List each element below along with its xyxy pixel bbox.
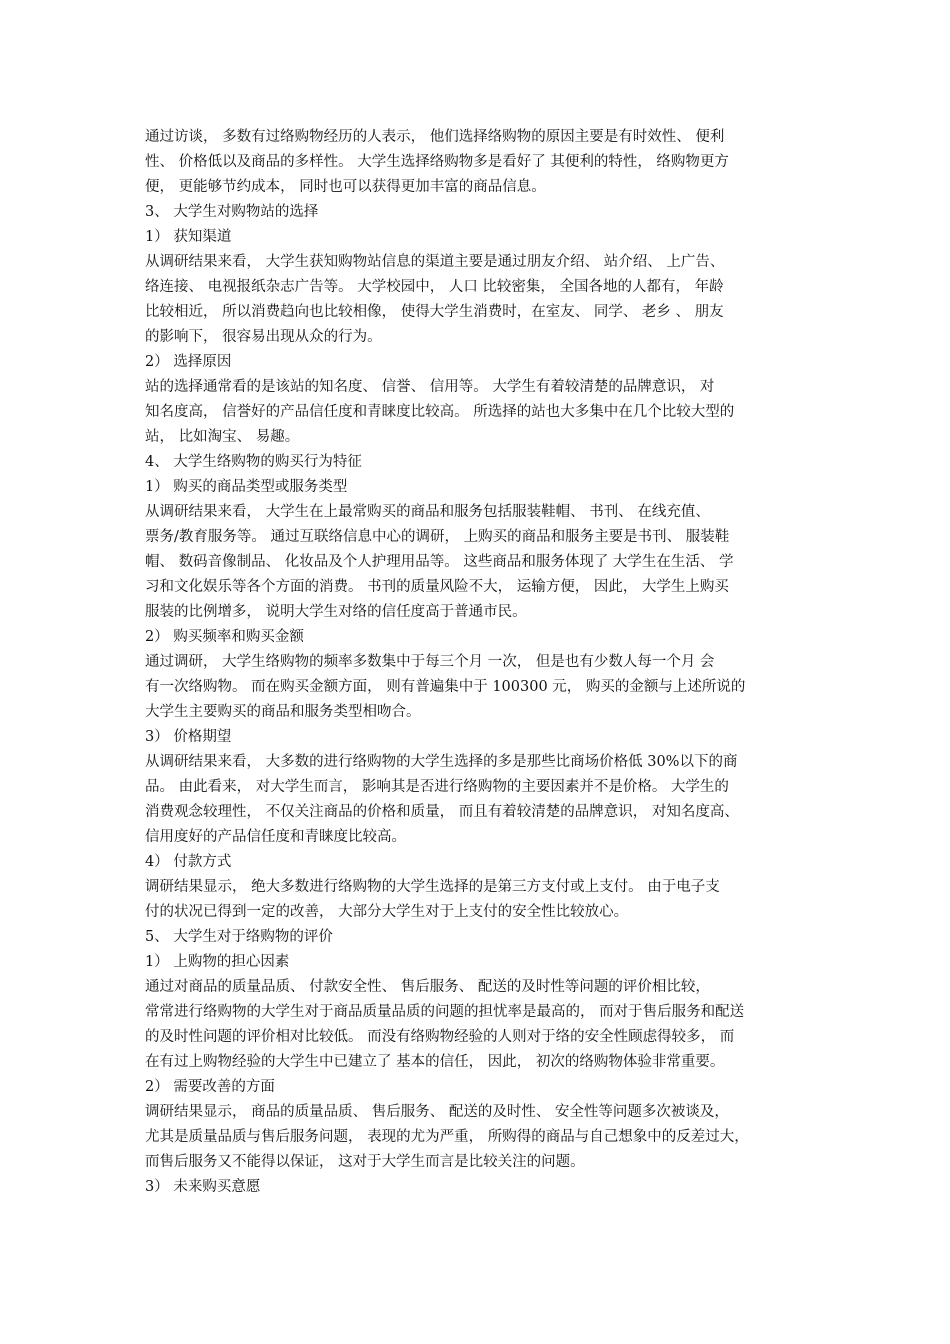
- section-heading: 4、 大学生络购物的购买行为特征: [145, 454, 362, 470]
- text-line: 便， 更能够节约成本， 同时也可以获得更加丰富的商品信息。: [145, 179, 546, 195]
- text-line: 从调研结果来看， 大学生获知购物站信息的渠道主要是通过朋友介绍、 站介绍、 上广告、: [145, 254, 725, 270]
- subsection-heading: 1） 获知渠道: [145, 229, 232, 245]
- text-line: 习和文化娱乐等各个方面的消费。 书刊的质量风险不大， 运输方便， 因此， 大学生上购买: [145, 579, 729, 595]
- subsection-heading: 2） 需要改善的方面: [145, 1079, 275, 1095]
- subsection-heading: 1） 上购物的担心因素: [145, 954, 290, 970]
- text-line: 站的选择通常看的是该站的知名度、 信誉、 信用等。 大学生有着较清楚的品牌意识， 对: [145, 379, 715, 395]
- text-line: 付的状况已得到一定的改善， 大部分大学生对于上支付的安全性比较放心。: [145, 904, 629, 920]
- subsection-heading: 3） 未来购买意愿: [145, 1179, 261, 1195]
- text-line: 从调研结果来看， 大多数的进行络购物的大学生选择的多是那些比商场价格低 30%以下的商: [145, 754, 738, 770]
- text-line: 有一次络购物。 而在购买金额方面， 则有普遍集中于 100300 元， 购买的金额与上述所说的: [145, 679, 746, 695]
- subsection-heading: 2） 选择原因: [145, 354, 232, 370]
- text-line: 通过调研， 大学生络购物的频率多数集中于每三个月 一次， 但是也有少数人每一个月 会: [145, 654, 715, 670]
- subsection-heading: 2） 购买频率和购买金额: [145, 629, 304, 645]
- text-line: 信用度好的产品信任度和青睐度比较高。: [145, 829, 406, 845]
- text-line: 大学生主要购买的商品和服务类型相吻合。: [145, 704, 421, 720]
- text-line: 站， 比如淘宝、 易趣。: [145, 429, 300, 445]
- text-line: 品。 由此看来， 对大学生而言， 影响其是否进行络购物的主要因素并不是价格。 大学生的: [145, 779, 729, 795]
- text-line: 而售后服务又不能得以保证， 这对于大学生而言是比较关注的问题。: [145, 1154, 585, 1170]
- section-heading: 5、 大学生对于络购物的评价: [145, 929, 333, 945]
- text-line: 常常进行络购物的大学生对于商品质量品质的问题的担忧率是最高的， 而对于售后服务和配送: [145, 1004, 745, 1020]
- text-line: 帽、 数码音像制品、 化妆品及个人护理用品等。 这些商品和服务体现了 大学生在生活、 学: [145, 554, 734, 570]
- subsection-heading: 3） 价格期望: [145, 729, 232, 745]
- text-line: 从调研结果来看， 大学生在上最常购买的商品和服务包括服装鞋帽、 书刊、 在线充值、: [145, 504, 710, 520]
- text-line: 的影响下， 很容易出现从众的行为。: [145, 329, 382, 345]
- text-line: 调研结果显示， 商品的质量品质、 售后服务、 配送的及时性、 安全性等问题多次被谈及，: [145, 1104, 729, 1120]
- text-line: 的及时性问题的评价相对比较低。 而没有络购物经验的人则对于络的安全性顾虑得较多， 而: [145, 1029, 735, 1045]
- subsection-heading: 4） 付款方式: [145, 854, 232, 870]
- text-line: 比较相近， 所以消费趋向也比较相像， 使得大学生消费时，在室友、 同学、 老乡 、 朋友: [145, 304, 724, 320]
- text-line: 性、 价格低以及商品的多样性。 大学生选择络购物多是看好了 其便利的特性， 络购物更方: [145, 154, 729, 170]
- text-line: 知名度高， 信誉好的产品信任度和青睐度比较高。 所选择的站也大多集中在几个比较大型的: [145, 404, 735, 420]
- text-line: 调研结果显示， 绝大多数进行络购物的大学生选择的是第三方支付或上支付。 由于电子支: [145, 879, 720, 895]
- text-line: 通过对商品的质量品质、 付款安全性、 售后服务、 配送的及时性等问题的评价相比较，: [145, 979, 710, 995]
- text-line: 尤其是质量品质与售后服务问题， 表现的尤为严重， 所购得的商品与自己想象中的反差过大，: [145, 1129, 749, 1145]
- text-line: 服装的比例增多， 说明大学生对络的信任度高于普通市民。: [145, 604, 527, 620]
- text-line: 络连接、 电视报纸杂志广告等。 大学校园中， 人口 比较密集， 全国各地的人都有， 年龄: [145, 279, 724, 295]
- text-line: 消费观念较理性， 不仅关注商品的价格和质量， 而且有着较清楚的品牌意识， 对知名度高、: [145, 804, 739, 820]
- text-line: 票务/教育服务等。 通过互联络信息中心的调研， 上购买的商品和服务主要是书刊、 服装鞋: [145, 529, 730, 545]
- section-heading: 3、 大学生对购物站的选择: [145, 204, 319, 220]
- text-line: 通过访谈， 多数有过络购物经历的人表示， 他们选择络购物的原因主要是有时效性、 便利: [145, 129, 725, 145]
- subsection-heading: 1） 购买的商品类型或服务类型: [145, 479, 348, 495]
- text-line: 在有过上购物经验的大学生中已建立了 基本的信任， 因此， 初次的络购物体验非常重要。: [145, 1054, 725, 1070]
